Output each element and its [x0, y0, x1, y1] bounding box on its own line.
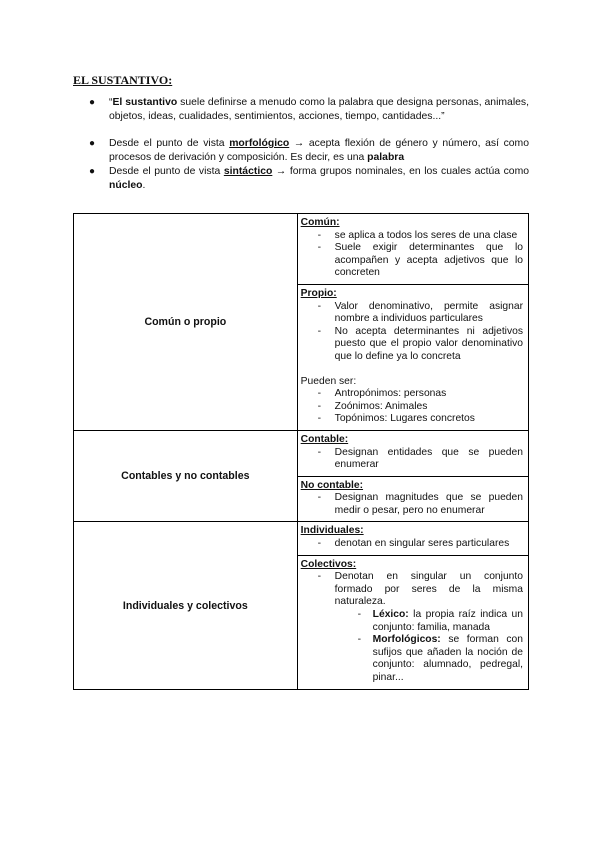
row-content	[297, 430, 528, 522]
bold-term: palabra	[367, 152, 405, 163]
list-item: - Zoónimos: Animales	[301, 401, 523, 414]
list-item	[301, 609, 523, 634]
bullet-text: → acepta flexión de género y número, así como procesos de derivación y composición. Es decir, es una	[109, 138, 529, 163]
list-item: - No acepta determinantes ni adjetivos puesto que el propio valor denominativo que lo define ya lo concreta	[301, 326, 523, 364]
list-item: - Suele exigir determinantes que lo acompañen y acepta adjetivos que lo concreten	[301, 242, 523, 280]
section-countable	[298, 431, 528, 476]
list-item: - Denotan en singular un conjunto formado por seres de la misma naturaleza.	[301, 571, 523, 609]
list-item: - Antropónimos: personas	[301, 388, 523, 401]
section-heading: Común:	[300, 217, 340, 228]
bullet-dot-icon: ●	[89, 166, 96, 177]
row-label: Común o propio	[74, 214, 298, 431]
table-row	[74, 522, 529, 689]
bold-term: Morfológicos:	[372, 634, 441, 646]
bold-term: núcleo	[109, 180, 143, 191]
section-proper	[298, 284, 528, 430]
page-title: EL SUSTANTIVO:	[73, 73, 173, 87]
section-uncountable	[298, 476, 528, 522]
table-row	[74, 214, 529, 431]
section-heading: Contable:	[300, 433, 349, 445]
section-heading: No contable:	[300, 479, 364, 491]
list-item	[301, 634, 523, 684]
bullet-text: suele definirse a menudo como la palabra que designa personas, animales, objetos, ideas, cualidades, sentimientos, acciones, tiempo, cantidades...”	[109, 97, 529, 122]
bold-term: El sustantivo	[112, 97, 178, 108]
section-heading: Individuales:	[300, 525, 364, 537]
bullet-morphological	[89, 137, 529, 165]
bullet-text: Desde el punto de vista	[109, 138, 230, 149]
bullet-text: .	[142, 180, 146, 191]
section-common	[298, 214, 528, 284]
list-item: - Valor denominativo, permite asignar nombre a individuos particulares	[301, 301, 523, 326]
section-collective	[298, 555, 528, 689]
list-item: - se aplica a todos los seres de una clase	[301, 230, 523, 243]
bullet-definition	[89, 96, 529, 124]
table-row	[74, 430, 529, 522]
list-item: - Topónimos: Lugares concretos	[301, 413, 523, 426]
key-term: morfológico	[229, 138, 290, 149]
classification-table	[73, 213, 529, 690]
bullet-text: Desde el punto de vista	[109, 166, 224, 177]
row-content	[297, 214, 528, 431]
item-text: la propia raíz indica un conjunto: familia, manada	[372, 609, 523, 633]
bullet-dot-icon: ●	[89, 138, 96, 149]
section-individual	[298, 522, 528, 554]
list-item: - denotan en singular seres particulares	[301, 538, 523, 551]
row-label: Contables y no contables	[74, 430, 298, 522]
row-content	[297, 522, 528, 689]
intro-bullets	[89, 96, 529, 193]
list-item: - Designan entidades que se pueden enumerar	[301, 447, 523, 472]
subheading-text: Pueden ser:	[300, 375, 357, 387]
quote-open: “	[109, 97, 113, 108]
key-term: sintáctico	[223, 166, 273, 177]
row-label: Individuales y colectivos	[74, 522, 298, 689]
section-heading: Colectivos:	[300, 558, 357, 570]
list-item: - Designan magnitudes que se pueden medir o pesar, pero no enumerar	[301, 492, 523, 517]
bullet-dot-icon: ●	[89, 97, 96, 108]
bullet-syntactic	[89, 165, 529, 193]
item-text: se forman con sufijos que añaden la noción de conjunto: alumnado, pedregal, pinar...	[372, 634, 523, 683]
bold-term: Léxico:	[372, 609, 409, 621]
bullet-text: → forma grupos nominales, en los cuales actúa como	[272, 166, 530, 177]
section-heading: Propio:	[300, 287, 337, 299]
